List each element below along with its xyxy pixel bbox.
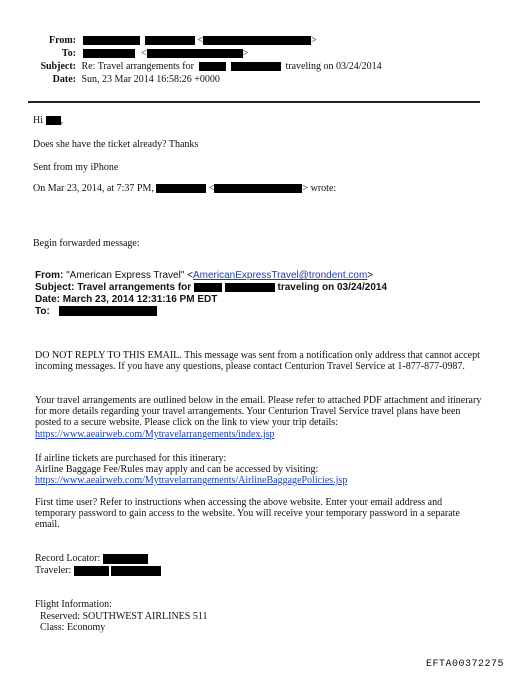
- trip-link-row: [35, 429, 485, 440]
- redaction: [156, 184, 206, 193]
- angle-close: >: [311, 35, 317, 46]
- reply-greeting: [33, 115, 63, 127]
- header-to-label: To:: [61, 48, 76, 59]
- fwd-to-label: To:: [35, 306, 50, 317]
- flight-heading: Flight Information:: [35, 599, 112, 610]
- redaction: [46, 116, 61, 125]
- baggage-line-1: If airline tickets are purchased for this itinerary:: [35, 453, 227, 464]
- record-locator-label: Record Locator:: [35, 553, 101, 564]
- greeting-text: Hi: [33, 115, 43, 126]
- attribution-wrote: > wrote:: [302, 183, 337, 194]
- baggage-link-row: [35, 475, 485, 486]
- fwd-date-label: Date:: [35, 294, 61, 305]
- redaction: [194, 283, 222, 292]
- forward-intro: Begin forwarded message:: [33, 238, 140, 249]
- angle-open: <: [197, 35, 204, 46]
- header-subject-row: [30, 60, 382, 73]
- header-from-row: [30, 34, 317, 47]
- redaction: [225, 283, 275, 292]
- record-locator-row: [35, 553, 148, 565]
- header-from-label: From:: [48, 35, 76, 46]
- fwd-subject-text: Travel arrangements for: [77, 282, 192, 293]
- fwd-subject-label: Subject:: [35, 282, 75, 293]
- header-date-text: Sun, 23 Mar 2014 16:58:26 +0000: [81, 74, 220, 85]
- redaction: [74, 566, 109, 576]
- fwd-from-email-link[interactable]: AmericanExpressTravel@trondent.com: [193, 270, 368, 281]
- redaction: [199, 62, 226, 71]
- redaction: [145, 36, 195, 45]
- header-subject-tail: traveling on 03/24/2014: [285, 61, 382, 72]
- fwd-subject-tail: traveling on 03/24/2014: [277, 282, 388, 293]
- header-to-row: [30, 47, 248, 60]
- redaction: [231, 62, 281, 71]
- fwd-from-label: From:: [35, 270, 64, 281]
- flight-reserved: Reserved: SOUTHWEST AIRLINES 511: [40, 611, 208, 622]
- redaction: [203, 36, 311, 45]
- header-subject-label: Subject:: [40, 61, 76, 72]
- header-divider: [28, 101, 480, 103]
- fwd-from-name: "American Express Travel" <: [66, 270, 193, 281]
- fwd-date-row: [35, 294, 217, 306]
- header-date-row: [30, 73, 220, 86]
- reply-signature: Sent from my iPhone: [33, 162, 119, 173]
- redaction: [83, 36, 140, 45]
- fwd-to-row: [35, 306, 157, 318]
- redaction: [214, 184, 302, 193]
- redaction: [59, 306, 157, 316]
- redaction: [111, 566, 161, 576]
- attribution-prefix: On Mar 23, 2014, at 7:37 PM,: [33, 183, 154, 194]
- flight-class: Class: Economy: [40, 622, 106, 633]
- angle-open: <: [141, 48, 147, 59]
- redaction: [103, 554, 148, 564]
- header-subject-text: Re: Travel arrangements for: [81, 61, 194, 72]
- arrangements-paragraph: Your travel arrangements are outlined below in the email. Please refer to attached PDF attachment and itinerary for more details regarding your travel arrangements. Your Centurion Travel Service travel plans have been posted to a secure website. Please click on the link to view your trip details:: [35, 395, 482, 428]
- fwd-date-text: March 23, 2014 12:31:16 PM EDT: [62, 294, 218, 305]
- traveler-label: Traveler:: [35, 565, 72, 576]
- fwd-from-row: [35, 270, 373, 282]
- header-date-label: Date:: [52, 74, 76, 85]
- reply-question: Does she have the ticket already? Thanks: [33, 139, 199, 150]
- fwd-subject-row: [35, 282, 387, 294]
- angle-open: <: [208, 183, 215, 194]
- redaction: [83, 49, 135, 58]
- notice-paragraph: DO NOT REPLY TO THIS EMAIL. This message was sent from a notification only address that cannot accept incoming messages. If you have any questions, please contact Centurion Travel Service at 1-877-877-0987.: [35, 350, 480, 372]
- baggage-policies-link[interactable]: https://www.aeairweb.com/Mytravelarrangements/AirlineBaggagePolicies.jsp: [35, 475, 348, 486]
- angle-close: >: [242, 48, 249, 59]
- first-time-paragraph: First time user? Refer to instructions when accessing the above website. Enter your email address and temporary password to gain access to the website. You will receive your temporary password in a separate email.: [35, 497, 460, 530]
- reply-attribution: [33, 183, 336, 195]
- fwd-from-close: >: [367, 270, 374, 281]
- bates-number: EFTA00372275: [425, 659, 504, 670]
- redaction: [147, 49, 243, 58]
- traveler-row: [35, 565, 161, 577]
- greeting-comma: ,: [60, 115, 63, 126]
- baggage-line-2: Airline Baggage Fee/Rules may apply and can be accessed by visiting:: [35, 464, 319, 475]
- trip-details-link[interactable]: https://www.aeairweb.com/Mytravelarrangements/index.jsp: [35, 429, 275, 440]
